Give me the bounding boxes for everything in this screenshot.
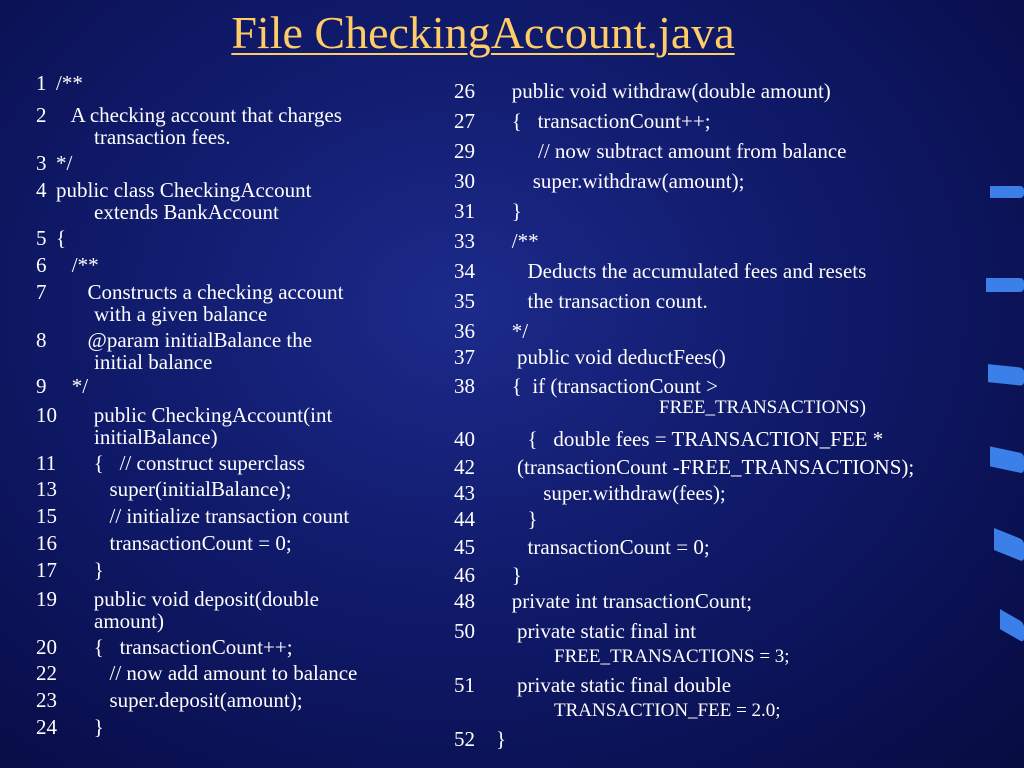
line-number: 7 xyxy=(36,280,47,304)
code-line xyxy=(36,532,292,554)
line-number: 35 xyxy=(454,289,475,313)
code-line xyxy=(36,505,349,527)
code-text: */ xyxy=(496,319,529,343)
code-text: { transactionCount++; xyxy=(496,109,711,133)
line-number: 34 xyxy=(454,259,475,283)
code-text: private int transactionCount; xyxy=(496,589,753,613)
code-text: super.deposit(amount); xyxy=(78,688,303,712)
code-line xyxy=(36,689,303,711)
line-number: 52 xyxy=(454,727,475,751)
code-text: // now subtract amount from balance xyxy=(496,139,847,163)
line-number: 38 xyxy=(454,374,475,398)
line-number: 4 xyxy=(36,178,47,202)
code-continuation: amount) xyxy=(94,609,164,633)
code-line xyxy=(36,559,104,581)
line-number: 24 xyxy=(36,715,57,739)
code-text: /** xyxy=(56,253,99,277)
code-line xyxy=(36,452,305,474)
line-number: 2 xyxy=(36,103,47,127)
line-number: 29 xyxy=(454,139,475,163)
code-line xyxy=(454,375,866,419)
code-text: super.withdraw(amount); xyxy=(496,169,745,193)
code-line xyxy=(454,260,866,282)
line-number: 27 xyxy=(454,109,475,133)
code-text: the transaction count. xyxy=(496,289,708,313)
code-text: @param initialBalance the xyxy=(56,328,313,352)
code-text: } xyxy=(78,558,104,582)
line-number: 22 xyxy=(36,661,57,685)
code-line xyxy=(454,320,528,342)
code-line xyxy=(454,482,726,504)
code-text: transactionCount = 0; xyxy=(78,531,292,555)
code-text: public void deposit(double xyxy=(78,587,319,611)
code-text: { if (transactionCount > xyxy=(496,374,718,398)
code-text: A checking account that charges xyxy=(56,103,342,127)
code-continuation: initial balance xyxy=(94,350,213,374)
code-line xyxy=(454,728,506,750)
line-number: 8 xyxy=(36,328,47,352)
code-line xyxy=(454,346,726,368)
code-line xyxy=(454,590,752,612)
code-continuation: initialBalance) xyxy=(94,425,218,449)
code-text: /** xyxy=(56,71,83,95)
code-line xyxy=(454,508,538,530)
code-text: } xyxy=(496,563,522,587)
code-text: } xyxy=(496,507,538,531)
code-text: */ xyxy=(56,374,89,398)
code-column-left xyxy=(36,0,456,768)
line-number: 45 xyxy=(454,535,475,559)
code-text: private static final int xyxy=(496,619,697,643)
code-line xyxy=(454,456,914,478)
line-number: 46 xyxy=(454,563,475,587)
code-line xyxy=(454,80,831,102)
code-text: } xyxy=(78,715,104,739)
code-text: // initialize transaction count xyxy=(78,504,350,528)
code-column-right xyxy=(454,0,1024,768)
code-text: } xyxy=(496,199,522,223)
code-line xyxy=(36,636,293,658)
line-number: 1 xyxy=(36,71,47,95)
code-text: { transactionCount++; xyxy=(78,635,293,659)
code-line xyxy=(36,588,319,632)
code-continuation: extends BankAccount xyxy=(94,200,279,224)
code-text: super(initialBalance); xyxy=(78,477,292,501)
code-continuation: TRANSACTION_FEE = 2.0; xyxy=(554,700,781,721)
code-line xyxy=(36,662,357,684)
code-text: public void withdraw(double amount) xyxy=(496,79,831,103)
line-number: 51 xyxy=(454,673,475,697)
line-number: 40 xyxy=(454,427,475,451)
line-number: 42 xyxy=(454,455,475,479)
code-line xyxy=(36,152,72,174)
code-text: } xyxy=(496,727,507,751)
slide-title: File CheckingAccount.java xyxy=(231,7,735,58)
line-number: 43 xyxy=(454,481,475,505)
code-continuation: with a given balance xyxy=(94,302,268,326)
code-text: // now add amount to balance xyxy=(78,661,358,685)
code-text: public class CheckingAccount xyxy=(56,178,312,202)
line-number: 23 xyxy=(36,688,57,712)
code-text: { // construct superclass xyxy=(78,451,306,475)
code-line xyxy=(36,281,344,325)
code-line xyxy=(454,536,710,558)
code-line xyxy=(36,227,66,249)
code-line xyxy=(36,254,99,276)
code-continuation: FREE_TRANSACTIONS) xyxy=(659,397,866,418)
code-line xyxy=(36,716,104,738)
code-text: super.withdraw(fees); xyxy=(496,481,726,505)
code-text: { double fees = TRANSACTION_FEE * xyxy=(496,427,884,451)
line-number: 6 xyxy=(36,253,47,277)
code-line xyxy=(454,620,790,668)
line-number: 5 xyxy=(36,226,47,250)
line-number: 31 xyxy=(454,199,475,223)
line-number: 9 xyxy=(36,374,47,398)
code-text: */ xyxy=(56,151,73,175)
code-text: (transactionCount -FREE_TRANSACTIONS); xyxy=(496,455,915,479)
code-text: transactionCount = 0; xyxy=(496,535,710,559)
line-number: 44 xyxy=(454,507,475,531)
line-number: 30 xyxy=(454,169,475,193)
code-text: private static final double xyxy=(496,673,732,697)
line-number: 50 xyxy=(454,619,475,643)
code-line xyxy=(36,329,312,373)
code-continuation: transaction fees. xyxy=(94,125,231,149)
line-number: 48 xyxy=(454,589,475,613)
code-text: { xyxy=(56,226,67,250)
line-number: 37 xyxy=(454,345,475,369)
line-number: 10 xyxy=(36,403,57,427)
line-number: 36 xyxy=(454,319,475,343)
code-text: public CheckingAccount(int xyxy=(78,403,333,427)
code-line xyxy=(36,104,342,148)
line-number: 20 xyxy=(36,635,57,659)
code-continuation: FREE_TRANSACTIONS = 3; xyxy=(554,646,790,667)
code-line xyxy=(36,72,83,94)
code-line xyxy=(454,564,522,586)
code-line xyxy=(454,290,708,312)
line-number: 26 xyxy=(454,79,475,103)
line-number: 19 xyxy=(36,587,57,611)
code-line xyxy=(454,230,539,252)
line-number: 13 xyxy=(36,477,57,501)
code-line xyxy=(454,170,744,192)
line-number: 17 xyxy=(36,558,57,582)
code-line xyxy=(454,674,781,722)
code-line xyxy=(36,375,88,397)
code-text: Deducts the accumulated fees and resets xyxy=(496,259,867,283)
code-line xyxy=(36,179,311,223)
code-line xyxy=(454,200,522,222)
code-line xyxy=(36,404,332,448)
line-number: 11 xyxy=(36,451,57,475)
code-text: /** xyxy=(496,229,539,253)
line-number: 33 xyxy=(454,229,475,253)
line-number: 3 xyxy=(36,151,47,175)
code-line xyxy=(454,140,847,162)
line-number: 16 xyxy=(36,531,57,555)
code-text: public void deductFees() xyxy=(496,345,726,369)
code-line xyxy=(36,478,291,500)
code-text: Constructs a checking account xyxy=(56,280,344,304)
code-line xyxy=(454,428,883,450)
code-line xyxy=(454,110,711,132)
line-number: 15 xyxy=(36,504,57,528)
